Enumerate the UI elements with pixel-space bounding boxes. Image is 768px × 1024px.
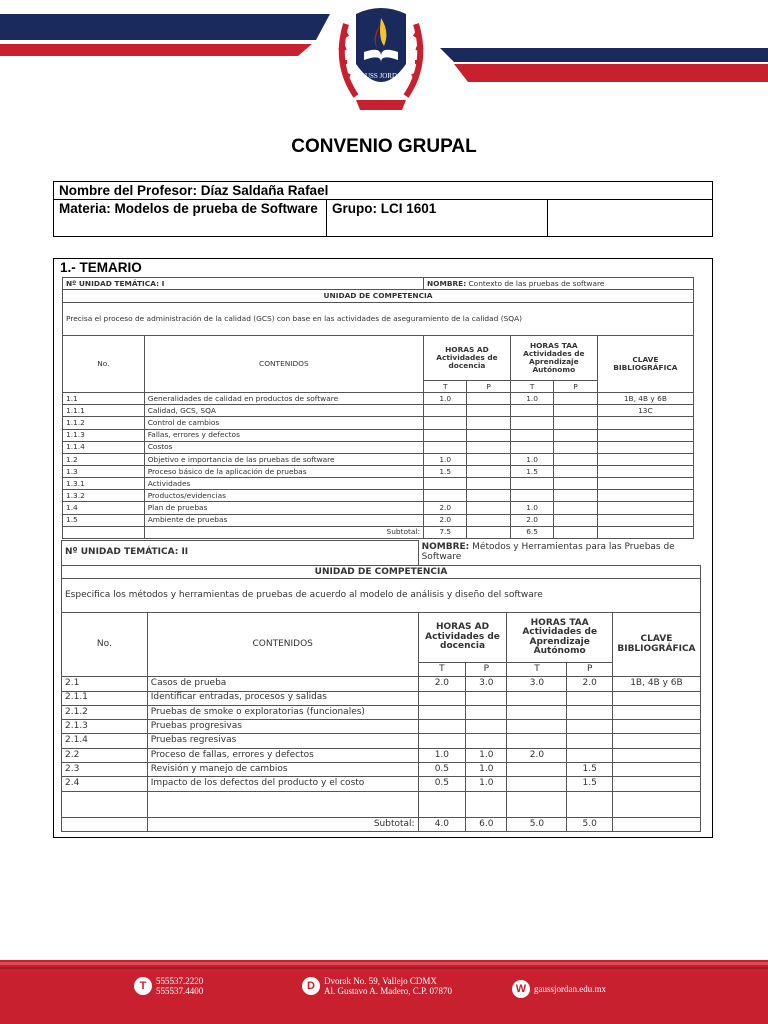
grupo-cell: Grupo: LCI 1601 <box>327 200 548 237</box>
footer-stripe <box>0 962 768 972</box>
unidad2-nombre-label: NOMBRE: <box>421 542 470 553</box>
table-cell <box>554 514 597 526</box>
table-cell <box>507 777 567 791</box>
unidad1-numero: Nº UNIDAD TEMÁTICA: I <box>63 278 424 290</box>
table-cell <box>467 441 510 453</box>
table-cell: 1.1.1 <box>63 405 145 417</box>
school-logo <box>326 4 436 116</box>
table-cell <box>510 478 553 490</box>
table-cell: 1.5 <box>510 466 553 478</box>
table-cell: Subtotal: <box>144 526 423 538</box>
table-cell <box>466 691 507 705</box>
table-cell <box>467 405 510 417</box>
table-cell: 2.4 <box>62 777 148 791</box>
address-icon: D <box>302 977 320 995</box>
table-cell <box>467 429 510 441</box>
table-row <box>63 453 694 465</box>
table-cell <box>418 705 466 719</box>
table-cell: 2.0 <box>424 514 467 526</box>
table-cell: 1.2 <box>63 453 145 465</box>
subtotal-row <box>63 526 694 538</box>
table-cell: 2.0 <box>418 677 466 691</box>
table-cell: 2.0 <box>567 677 612 691</box>
unidad1-nombre-label: NOMBRE: <box>427 278 467 288</box>
table-cell: 7.5 <box>424 526 467 538</box>
info-table <box>53 181 713 237</box>
footer-web[interactable] <box>512 980 606 998</box>
table-cell: 2.3 <box>62 763 148 777</box>
table-cell <box>507 734 567 748</box>
table-cell: Actividades <box>144 478 423 490</box>
table-cell: 1.3 <box>63 466 145 478</box>
table-cell: 2.1 <box>62 677 148 691</box>
table-cell <box>424 405 467 417</box>
table-cell: Plan de pruebas <box>144 502 423 514</box>
table-cell: 1.0 <box>418 748 466 762</box>
table-cell <box>424 417 467 429</box>
table-cell: 2.1.3 <box>62 720 148 734</box>
table-cell <box>467 514 510 526</box>
profesor-cell: Nombre del Profesor: Díaz Saldaña Rafael <box>54 182 713 200</box>
table-row <box>62 763 701 777</box>
table-cell <box>418 734 466 748</box>
unidad2-competencia: Especifica los métodos y herramientas de pruebas de acuerdo al modelo de análisis y diseño del software <box>62 579 701 613</box>
table-cell <box>554 490 597 502</box>
empty-cell <box>548 200 713 237</box>
table-cell: Proceso de fallas, errores y defectos <box>147 748 418 762</box>
table-cell: 2.0 <box>510 514 553 526</box>
table-row <box>62 705 701 719</box>
table-cell <box>597 502 693 514</box>
table-cell <box>467 453 510 465</box>
table-cell <box>597 466 693 478</box>
table-cell <box>567 748 612 762</box>
table-cell: 1.1.4 <box>63 441 145 453</box>
table-row <box>62 720 701 734</box>
table-cell: Impacto de los defectos del producto y el costo <box>147 777 418 791</box>
table-row <box>63 429 694 441</box>
table-cell: 2.0 <box>507 748 567 762</box>
table-cell <box>554 441 597 453</box>
table-cell <box>554 478 597 490</box>
table-cell: 3.0 <box>466 677 507 691</box>
table-cell: 1.0 <box>466 763 507 777</box>
table-cell <box>418 720 466 734</box>
table-cell: 2.0 <box>424 502 467 514</box>
footer-phone <box>134 976 203 997</box>
footer-address <box>302 976 452 997</box>
table-cell: 1.0 <box>510 393 553 405</box>
table-cell: 13C <box>597 405 693 417</box>
phone-icon: T <box>134 977 152 995</box>
table-row <box>62 748 701 762</box>
table-cell <box>510 429 553 441</box>
table-cell: Pruebas de smoke o exploratorias (funcionales) <box>147 705 418 719</box>
table-cell <box>424 429 467 441</box>
materia-cell: Materia: Modelos de prueba de Software <box>54 200 327 237</box>
table-cell <box>424 441 467 453</box>
unidad1-competencia: Precisa el proceso de administración de la calidad (GCS) con base en las actividades de aseguramiento de la calidad (SQA) <box>63 302 694 335</box>
table-cell: 0.5 <box>418 777 466 791</box>
table-cell: Ambiente de pruebas <box>144 514 423 526</box>
table-cell: 2.1.2 <box>62 705 148 719</box>
table-cell: 1.3.2 <box>63 490 145 502</box>
table-cell: 1.5 <box>424 466 467 478</box>
table-cell: Pruebas progresivas <box>147 720 418 734</box>
table-row <box>63 478 694 490</box>
table-cell: Identificar entradas, procesos y salidas <box>147 691 418 705</box>
unidad1-rows <box>63 393 694 539</box>
unidad1-header-taa: HORAS TAA Actividades de Aprendizaje Autónomo <box>510 336 597 380</box>
table-cell: Control de cambios <box>144 417 423 429</box>
table-cell: Subtotal: <box>147 817 418 831</box>
unidad1-header-ad-t: T <box>424 380 467 393</box>
table-cell <box>507 691 567 705</box>
table-cell: 1.1.3 <box>63 429 145 441</box>
table-cell <box>510 405 553 417</box>
table-cell: Proceso básico de la aplicación de pruebas <box>144 466 423 478</box>
table-cell <box>467 502 510 514</box>
table-cell: Revisión y manejo de cambios <box>147 763 418 777</box>
unidad2-nombre-cell <box>418 541 700 566</box>
table-cell <box>554 405 597 417</box>
table-cell <box>466 720 507 734</box>
spacer-row <box>62 791 701 817</box>
table-cell <box>554 502 597 514</box>
table-cell <box>510 441 553 453</box>
table-cell: 1.0 <box>510 453 553 465</box>
table-cell <box>612 734 700 748</box>
table-cell <box>597 429 693 441</box>
table-cell <box>612 705 700 719</box>
table-cell <box>597 514 693 526</box>
svg-text:GAUSS JORDAN: GAUSS JORDAN <box>354 72 408 80</box>
unidad1-header-taa-t: T <box>510 380 553 393</box>
header-banner <box>0 0 768 120</box>
table-cell: Productos/evidencias <box>144 490 423 502</box>
table-cell: 4.0 <box>418 817 466 831</box>
table-cell: Casos de prueba <box>147 677 418 691</box>
unidad2-header-taa-t: T <box>507 663 567 677</box>
table-cell <box>554 393 597 405</box>
table-row <box>63 466 694 478</box>
table-row <box>63 514 694 526</box>
table-cell: 1.4 <box>63 502 145 514</box>
table-cell <box>467 393 510 405</box>
table-cell <box>507 720 567 734</box>
unidad2-header-ad-t: T <box>418 663 466 677</box>
table-cell: Generalidades de calidad en productos de software <box>144 393 423 405</box>
subtotal-row <box>62 817 701 831</box>
unidad1-nombre-cell <box>424 278 694 290</box>
temario-label: 1.- TEMARIO <box>60 260 142 275</box>
table-cell <box>466 734 507 748</box>
unidad1-header-clave: CLAVE BIBLIOGRÁFICA <box>597 336 693 393</box>
table-cell: 1.0 <box>466 748 507 762</box>
table-cell: 1B, 4B y 6B <box>612 677 700 691</box>
table-cell <box>612 720 700 734</box>
table-cell <box>467 417 510 429</box>
table-cell <box>507 705 567 719</box>
table-row <box>63 405 694 417</box>
table-row <box>62 734 701 748</box>
table-cell <box>424 490 467 502</box>
table-cell <box>554 429 597 441</box>
table-cell <box>597 478 693 490</box>
table-row <box>63 502 694 514</box>
table-cell: Calidad, GCS, SQA <box>144 405 423 417</box>
table-cell <box>467 490 510 502</box>
table-cell: Costos <box>144 441 423 453</box>
table-cell: 2.2 <box>62 748 148 762</box>
table-cell: 3.0 <box>507 677 567 691</box>
table-cell: Objetivo e importancia de las pruebas de software <box>144 453 423 465</box>
table-cell <box>567 705 612 719</box>
table-cell: 2.1.4 <box>62 734 148 748</box>
table-cell <box>597 490 693 502</box>
table-cell: 5.0 <box>567 817 612 831</box>
table-cell: Pruebas regresivas <box>147 734 418 748</box>
table-cell: 1.0 <box>466 777 507 791</box>
table-cell: 6.5 <box>510 526 553 538</box>
table-cell <box>424 478 467 490</box>
unidad1-header-no: No. <box>63 336 145 393</box>
table-cell: 0.5 <box>418 763 466 777</box>
unidad1-nombre: Contexto de las pruebas de software <box>468 278 605 288</box>
web-icon: W <box>512 980 530 998</box>
table-cell <box>597 441 693 453</box>
unidad1-header-taa-p: P <box>554 380 597 393</box>
unidad2-header-contenidos: CONTENIDOS <box>147 613 418 677</box>
unidad2-nombre: Métodos y Herramientas para las Pruebas de Software <box>421 542 675 562</box>
web-link[interactable]: gaussjordan.edu.mx <box>534 983 606 994</box>
table-cell <box>612 691 700 705</box>
table-row <box>63 417 694 429</box>
table-cell: 1.5 <box>567 777 612 791</box>
table-cell <box>507 763 567 777</box>
table-cell: 1.3.1 <box>63 478 145 490</box>
table-row <box>63 441 694 453</box>
table-cell: 1.0 <box>424 453 467 465</box>
table-cell: 5.0 <box>507 817 567 831</box>
table-cell <box>597 453 693 465</box>
unidad2-numero: Nº UNIDAD TEMÁTICA: II <box>62 541 419 566</box>
address-2: Al. Gustavo A. Madero, C.P. 07870 <box>324 986 452 997</box>
table-row <box>63 490 694 502</box>
table-cell <box>467 478 510 490</box>
unidad1-competencia-title: UNIDAD DE COMPETENCIA <box>63 290 694 302</box>
unidad2-header-taa: HORAS TAA Actividades de Aprendizaje Autónomo <box>507 613 612 663</box>
table-cell: 1B, 4B y 6B <box>597 393 693 405</box>
table-cell <box>510 490 553 502</box>
unidad2-header-taa-p: P <box>567 663 612 677</box>
table-row <box>62 677 701 691</box>
temario-section <box>53 258 713 838</box>
table-cell: 1.1 <box>63 393 145 405</box>
table-cell: 1.0 <box>424 393 467 405</box>
phone-1: 555537.2220 <box>156 976 204 986</box>
unidad2-header-clave: CLAVE BIBLIOGRÁFICA <box>612 613 700 677</box>
phone-2: 555537.4400 <box>156 986 204 997</box>
unidad2-rows <box>62 677 701 832</box>
unidad2-competencia-title: UNIDAD DE COMPETENCIA <box>62 566 701 579</box>
table-row <box>62 777 701 791</box>
table-cell: 2.1.1 <box>62 691 148 705</box>
unidad2-header-no: No. <box>62 613 148 677</box>
table-cell <box>466 705 507 719</box>
unidad2-header-ad-p: P <box>466 663 507 677</box>
table-row <box>63 393 694 405</box>
unidad1-header-ad: HORAS AD Actividades de docencia <box>424 336 511 380</box>
table-cell <box>554 417 597 429</box>
table-cell: 1.5 <box>567 763 612 777</box>
table-cell <box>418 691 466 705</box>
page-title: CONVENIO GRUPAL <box>291 136 477 157</box>
table-cell: 1.1.2 <box>63 417 145 429</box>
table-cell <box>467 526 510 538</box>
unidad1-header-contenidos: CONTENIDOS <box>144 336 423 393</box>
table-cell: 1.0 <box>510 502 553 514</box>
table-cell: 1.5 <box>63 514 145 526</box>
table-cell <box>612 748 700 762</box>
table-row <box>62 691 701 705</box>
table-cell: 6.0 <box>466 817 507 831</box>
table-cell <box>612 777 700 791</box>
table-cell <box>467 466 510 478</box>
table-cell <box>510 417 553 429</box>
table-cell: Fallas, errores y defectos <box>144 429 423 441</box>
table-cell <box>567 734 612 748</box>
table-cell <box>597 417 693 429</box>
table-cell <box>554 526 597 538</box>
table-cell <box>554 453 597 465</box>
unidad2-header-ad: HORAS AD Actividades de docencia <box>418 613 507 663</box>
unidad2-table <box>61 540 701 832</box>
unidad1-table <box>62 277 694 539</box>
table-cell <box>612 763 700 777</box>
table-cell <box>567 691 612 705</box>
table-cell <box>567 720 612 734</box>
table-cell <box>554 466 597 478</box>
unidad1-header-ad-p: P <box>467 380 510 393</box>
address-1: Dvorak No. 59, Vallejo CDMX <box>324 976 437 986</box>
